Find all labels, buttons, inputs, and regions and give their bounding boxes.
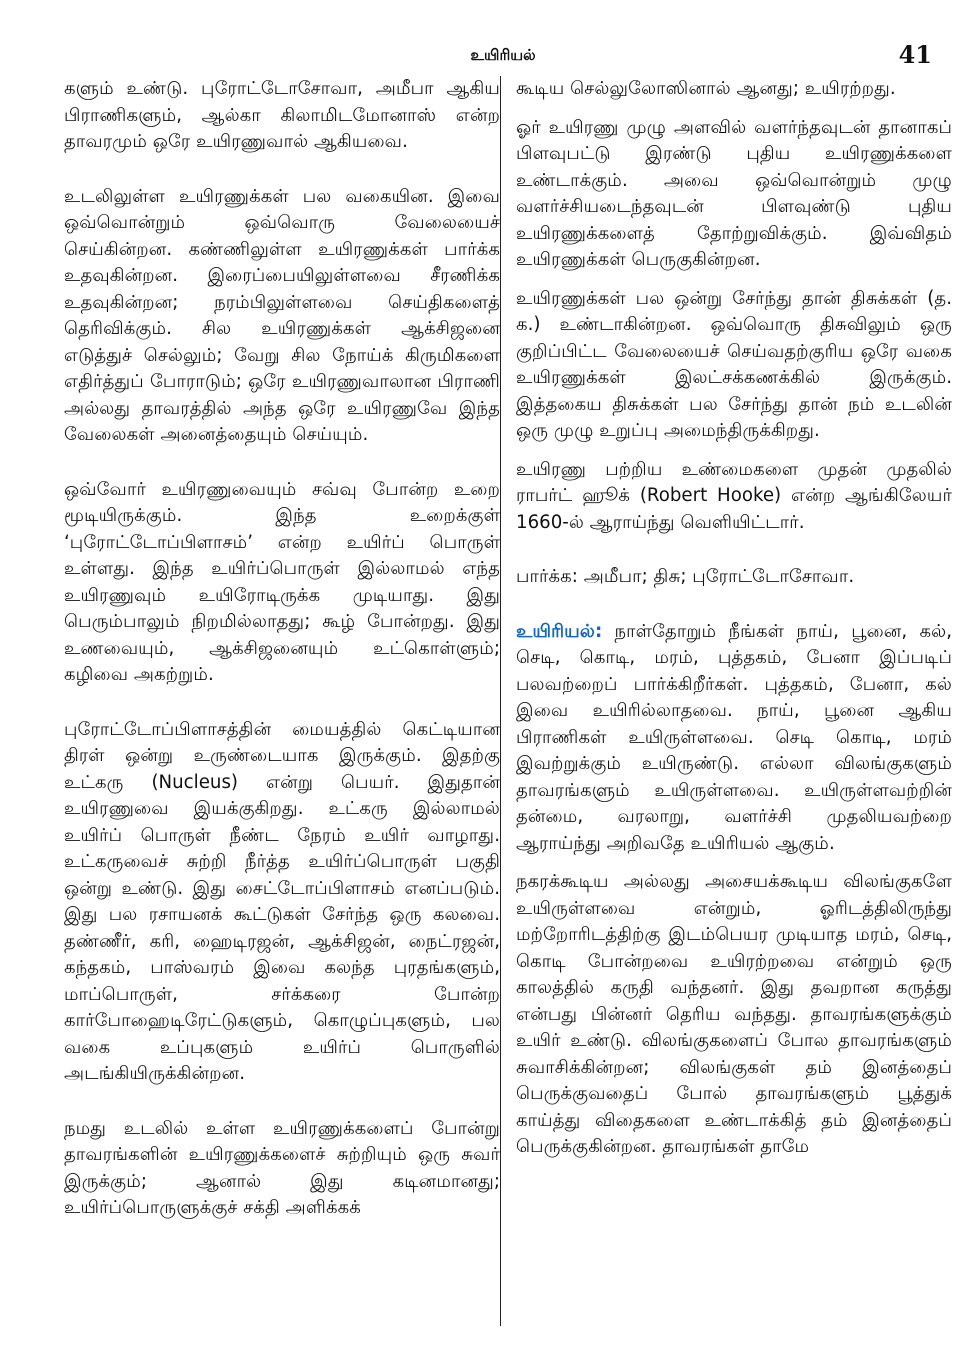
paragraph: நமது உடலில் உள்ள உயிரணுக்களைப் போன்று தாவரங்களின் உயிரணுக்களைச் சுற்றியும் ஒரு சுவர் இருக்கும்; ஆனால் இது கடினமானது; உயிர்ப்பொருளுக்குச் சக்தி அளிக்கக் — [64, 1117, 500, 1218]
entry-text: நாள்தோறும் நீங்கள் நாய், பூனை, கல், செடி, கொடி, மரம், புத்தகம், பேனா இப்படிப் பலவற்றைப் பார்க்கிறீர்கள். புத்தகம், பேனா, கல் இவை உயிரில்லாதவை. நாய், பூனை ஆகிய பிராணிகள் உயிருள்ளவை. செடி கொடி, மரம் இவற்றுக்கும் உயிருண்டு. எல்லா விலங்குகளும் தாவரங்களும் உயிருள்ளவை. உயிருள்ளவற்றின் தன்மை, வரலாறு, வளர்ச்சி முதலியவற்றை ஆராய்ந்து அறிவதே உயிரியல் ஆகும். — [516, 620, 952, 854]
paragraph: உயிரணு பற்றிய உண்மைகளை முதன் முதலில் ராபர்ட் ஹூக் (Robert Hooke) என்ற ஆங்கிலேயர் 1660-ல் ஆராய்ந்து வெளியிட்டார். — [516, 458, 952, 533]
paragraph: ஒவ்வோர் உயிரணுவையும் சவ்வு போன்ற உறை மூடியிருக்கும். இந்த உறைக்குள் ‘புரோட்டோப்பிளாசம்’ என்ற உயிர்ப் பொருள் உள்ளது. இந்த உயிர்ப்பொருள் இல்லாமல் எந்த உயிரணுவும் உயிரோடிருக்க முடியாது. இது பெரும்பாலும் நிறமில்லாதது; கூழ் போன்றது. இது உணவையும், ஆக்சிஜனையும் உட்கொள்ளும்; கழிவை அகற்றும். — [64, 478, 500, 685]
page-number: 41 — [898, 40, 932, 69]
paragraph: உயிரணுக்கள் பல ஒன்று சேர்ந்து தான் திசுக்கள் (த. க.) உண்டாகின்றன. ஒவ்வொரு திசுவிலும் ஒரு குறிப்பிட்ட வேலையைச் செய்வதற்குரிய ஒரே வகை உயிரணுக்கள் இலட்சக்கணக்கில் இருக்கும். இத்தகைய திசுக்கள் பல சேர்ந்து தான் நம் உடலின் ஒரு முழு உறுப்பு அமைந்திருக்கிறது. — [516, 287, 952, 441]
paragraph: உடலிலுள்ள உயிரணுக்கள் பல வகையின. இவை ஒவ்வொன்றும் ஒவ்வொரு வேலையைச் செய்கின்றன. கண்ணிலுள்ள உயிரணுக்கள் பார்க்க உதவுகின்றன. இரைப்பையிலுள்ளவை சீரணிக்க உதவுகின்றன; நரம்பிலுள்ளவை செய்திகளைத் தெரிவிக்கும். சில உயிரணுக்கள் ஆக்சிஜனை எடுத்துச் செல்லும்; வேறு சில நோய்க் கிருமிகளை எதிர்த்துப் போராடும்; ஒரே உயிரணுவாலான பிராணி அல்லது தாவரத்தில் அந்த ஒரே உயிரணுவே இந்த வேலைகள் அனைத்தையும் செய்யும். — [64, 185, 500, 445]
running-title: உயிரியல் — [470, 46, 536, 64]
paragraph: கூடிய செல்லுலோஸினால் ஆனது; உயிரற்றது. — [516, 78, 896, 99]
entry-heading: உயிரியல்: — [516, 620, 603, 642]
left-column — [64, 76, 500, 1234]
paragraph: களும் உண்டு. புரோட்டோசோவா, அமீபா ஆகிய பிராணிகளும், ஆல்கா கிலாமிடமோனாஸ் என்ற தாவரமும் ஒரே உயிரணுவால் ஆகியவை. — [64, 78, 500, 152]
see-also-note: பார்க்க: அமீபா; திசு; புரோட்டோசோவா. — [516, 566, 855, 587]
paragraph: நகரக்கூடிய அல்லது அசையக்கூடிய விலங்குகளே உயிருள்ளவை என்றும், ஓரிடத்திலிருந்து மற்றோரிடத்திற்கு இடம்பெயர முடியாத மரம், செடி, கொடி போன்றவை உயிரற்றவை என்றும் ஒரு காலத்தில் கருதி வந்தனர். இது தவறான கருத்து என்பது பின்னர் தெரிய வந்தது. தாவரங்களுக்கும் உயிர் உண்டு. விலங்குகளைப் போல தாவரங்களும் சுவாசிக்கின்றன; விலங்குகள் தம் இனத்தைப் பெருக்குவதைப் போல் தாவரங்களும் பூத்துக் காய்த்து விதைகளை உண்டாக்கித் தம் இனத்தைப் பெருக்குகின்றன. தாவரங்கள் தாமே — [516, 871, 952, 1157]
column-divider — [500, 76, 501, 1326]
paragraph: ஓர் உயிரணு முழு அளவில் வளர்ந்தவுடன் தானாகப் பிளவுபட்டு இரண்டு புதிய உயிரணுக்களை உண்டாக்கும். அவை ஒவ்வொன்றும் முழு வளர்ச்சியடைந்தவுடன் பிளவுண்டு புதிய உயிரணுக்களைத் தோற்றுவிக்கும். இவ்விதம் உயிரணுக்கள் பெருகுகின்றன. — [516, 116, 952, 270]
entry-paragraph — [516, 619, 952, 858]
page-header — [70, 40, 936, 74]
right-column — [516, 76, 952, 1173]
paragraph: புரோட்டோப்பிளாசத்தின் மையத்தில் கெட்டியான திரள் ஒன்று உருண்டையாக இருக்கும். இதற்கு உட்கரு (Nucleus) என்று பெயர். இதுதான் உயிரணுவை இயக்குகிறது. உட்கரு இல்லாமல் உயிர்ப் பொருள் நீண்ட நேரம் உயிர் வாழாது. உட்கருவைச் சுற்றி நீர்த்த உயிர்ப்பொருள் பகுதி ஒன்று உண்டு. இது சைட்டோப்பிளாசம் எனப்படும். இது பல ரசாயனக் கூட்டுகள் சேர்ந்த ஒரு கலவை. தண்ணீர், கரி, ஹைடிரஜன், ஆக்சிஜன், நைட்ரஜன், கந்தகம், பாஸ்வரம் இவை கலந்த புரதங்களும், மாப்பொருள், சர்க்கரை போன்ற கார்போஹைடிரேட்டுகளும், கொழுப்புகளும், பல வகை உப்புகளும் உயிர்ப் பொருளில் அடங்கியிருக்கின்றன. — [64, 718, 500, 1084]
